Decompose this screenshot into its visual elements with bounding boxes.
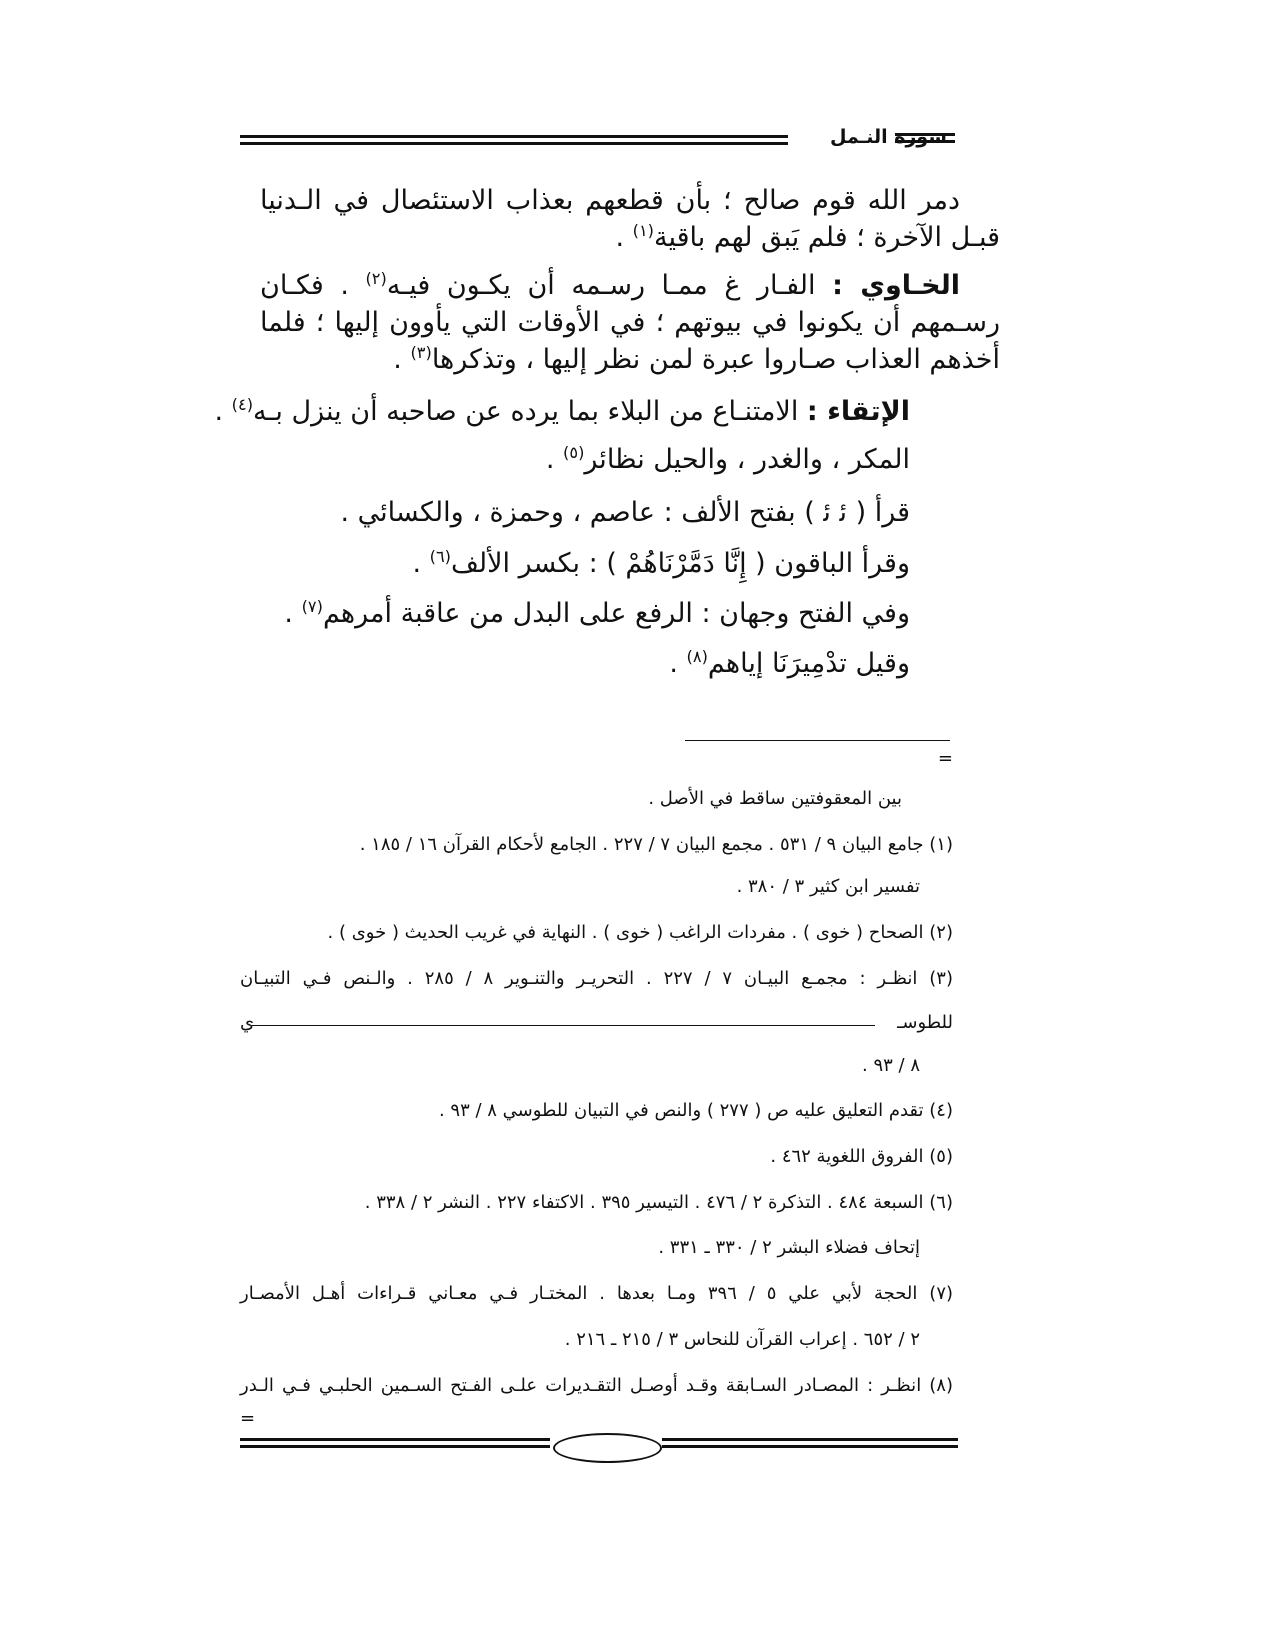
header-rule-left-top [240, 135, 788, 138]
paragraph-3 [214, 396, 910, 427]
footnote-ref-3: (٣) [410, 343, 432, 362]
footer-rule-left-bottom [240, 1445, 550, 1448]
footnote-ref-5: (٥) [563, 443, 585, 462]
footnote-continuation-text: بين المعقوفتين ساقط في الأصل . [648, 788, 902, 809]
footnote-6-line-2: إتحاف فضلاء البشر ٢ / ٣٣٠ ـ ٣٣١ . [658, 1237, 920, 1258]
running-header-title: سورة النـمل [830, 126, 947, 148]
footnote-3-line-1: (٣) انظـر : مجمـع البيـان ٧ / ٢٢٧ . التحريـر والتنـوير ٨ / ٢٨٥ . والـنص فـي التبيـان [240, 968, 953, 989]
term-khawi: الخـاوي : [832, 270, 961, 301]
footnote-3-word-start: للطوسـ [897, 1012, 953, 1033]
paragraph-6-end: . [412, 548, 430, 579]
footnote-5: (٥) الفروق اللغوية ٤٦٢ . [770, 1146, 953, 1167]
paragraph-6-text: وقرأ الباقون ( إِنَّا دَمَّرْنَاهُمْ ) : بكسر الألف [450, 548, 910, 579]
footnote-2: (٢) الصحاح ( خوى ) . مفردات الراغب ( خوى ) . النهاية في غريب الحديث ( خوى ) . [327, 922, 953, 943]
footnote-ref-8: (٨) [686, 647, 708, 666]
paragraph-3-text: الامتنـاع من البلاء بما يرده عن صاحبه أن ينزل بـه [253, 396, 807, 427]
paragraph-5-text: قرأ ( ﺋ ﺋ ) بفتح الألف : عاصم ، وحمزة ، والكسائي . [340, 497, 910, 528]
footnote-separator [685, 740, 950, 741]
paragraph-4-end: . [545, 444, 564, 475]
paragraph-3-end: . [214, 396, 232, 427]
footnote-8-line-1: (٨) انظـر : المصـادر السـابقة وقـد أوصـل التقـديرات علـى الفـتح السـمين الحلبـي فـي الـدر [240, 1375, 953, 1396]
footer-rule-left-top [240, 1438, 550, 1441]
paragraph-8-text: وقيل تدْمِيرَنَا إياهم [707, 648, 910, 679]
footnote-1-line-1: (١) جامع البيان ٩ / ٥٣١ . مجمع البيان ٧ / ٢٢٧ . الجامع لأحكام القرآن ١٦ / ١٨٥ . [359, 834, 953, 855]
paragraph-4 [546, 444, 910, 475]
paragraph-1 [260, 182, 1000, 256]
paragraph-8-end: . [669, 648, 687, 679]
paragraph-6 [412, 548, 910, 579]
paragraph-1-text: دمر الله قوم صالح ؛ بأن قطعهم بعذاب الاستئصال في الـدنيا قبـل الآخرة ؛ فلم يَبق لهم باقية [260, 185, 1000, 253]
footnote-ref-6: (٦) [429, 547, 451, 566]
footnote-end-mark: = [240, 1408, 256, 1429]
footnote-7-line-2: ٢ / ٦٥٢ . إعراب القرآن للنحاس ٣ / ٢١٥ ـ ٢١٦ . [564, 1329, 920, 1350]
footnote-7-line-1: (٧) الحجة لأبي علي ٥ / ٣٩٦ ومـا بعدها . المختـار فـي معـاني قـراءات أهـل الأمصـار [240, 1283, 954, 1304]
paragraph-2 [260, 267, 1000, 378]
paragraph-2-end: . [393, 344, 411, 375]
footnote-4: (٤) تقدم التعليق عليه ص ( ٢٧٧ ) والنص في التبيان للطوسي ٨ / ٩٣ . [438, 1100, 953, 1121]
paragraph-7-end: . [284, 598, 302, 629]
paragraph-7-text: وفي الفتح وجهان : الرفع على البدل من عاقبة أمرهم [322, 598, 910, 629]
paragraph-2-text: الفـار غ ممـا رسـمه أن يكـون فيـه [386, 270, 833, 301]
footnote-ref-4: (٤) [231, 395, 254, 414]
footnote-ref-7: (٧) [301, 597, 323, 616]
page-number-oval [553, 1433, 662, 1463]
footnote-3-line-3: ٨ / ٩٣ . [862, 1055, 920, 1076]
paragraph-1-end: . [615, 222, 633, 253]
footnote-3-word-end: ي [240, 1012, 255, 1033]
paragraph-4-text: المكر ، والغدر ، والحيل نظائر [584, 444, 910, 475]
paragraph-5 [340, 497, 910, 528]
footnote-ref-2: (٢) [365, 269, 387, 288]
paragraph-8 [669, 648, 910, 679]
footnote-3-line-2 [240, 1012, 953, 1038]
footer-rule-right-top [662, 1438, 958, 1441]
header-rule-left-bottom [240, 142, 788, 145]
footnote-ref-1: (١) [632, 221, 654, 240]
paragraph-2-rest: . فكـان رسـمهم أن يكونوا في بيوتهم ؛ في الأوقات التي يأوون إليها ؛ فلما أخذهم العذاب صـاروا عبرة لمن نظر إليها ، وتذكرها [260, 270, 1000, 375]
footnote-6-line-1: (٦) السبعة ٤٨٤ . التذكرة ٢ / ٤٧٦ . التيسير ٣٩٥ . الاكتفاء ٢٢٧ . النشر ٢ / ٣٣٨ . [364, 1192, 953, 1213]
footnote-continuation-mark: = [937, 748, 953, 769]
footnote-1-line-2: تفسير ابن كثير ٣ / ٣٨٠ . [736, 876, 920, 897]
footer-rule-right-bottom [662, 1445, 958, 1448]
term-ittiqa: الإتقاء : [806, 396, 910, 427]
footnote-3-kashida-line [252, 1025, 875, 1026]
paragraph-7 [284, 598, 910, 629]
